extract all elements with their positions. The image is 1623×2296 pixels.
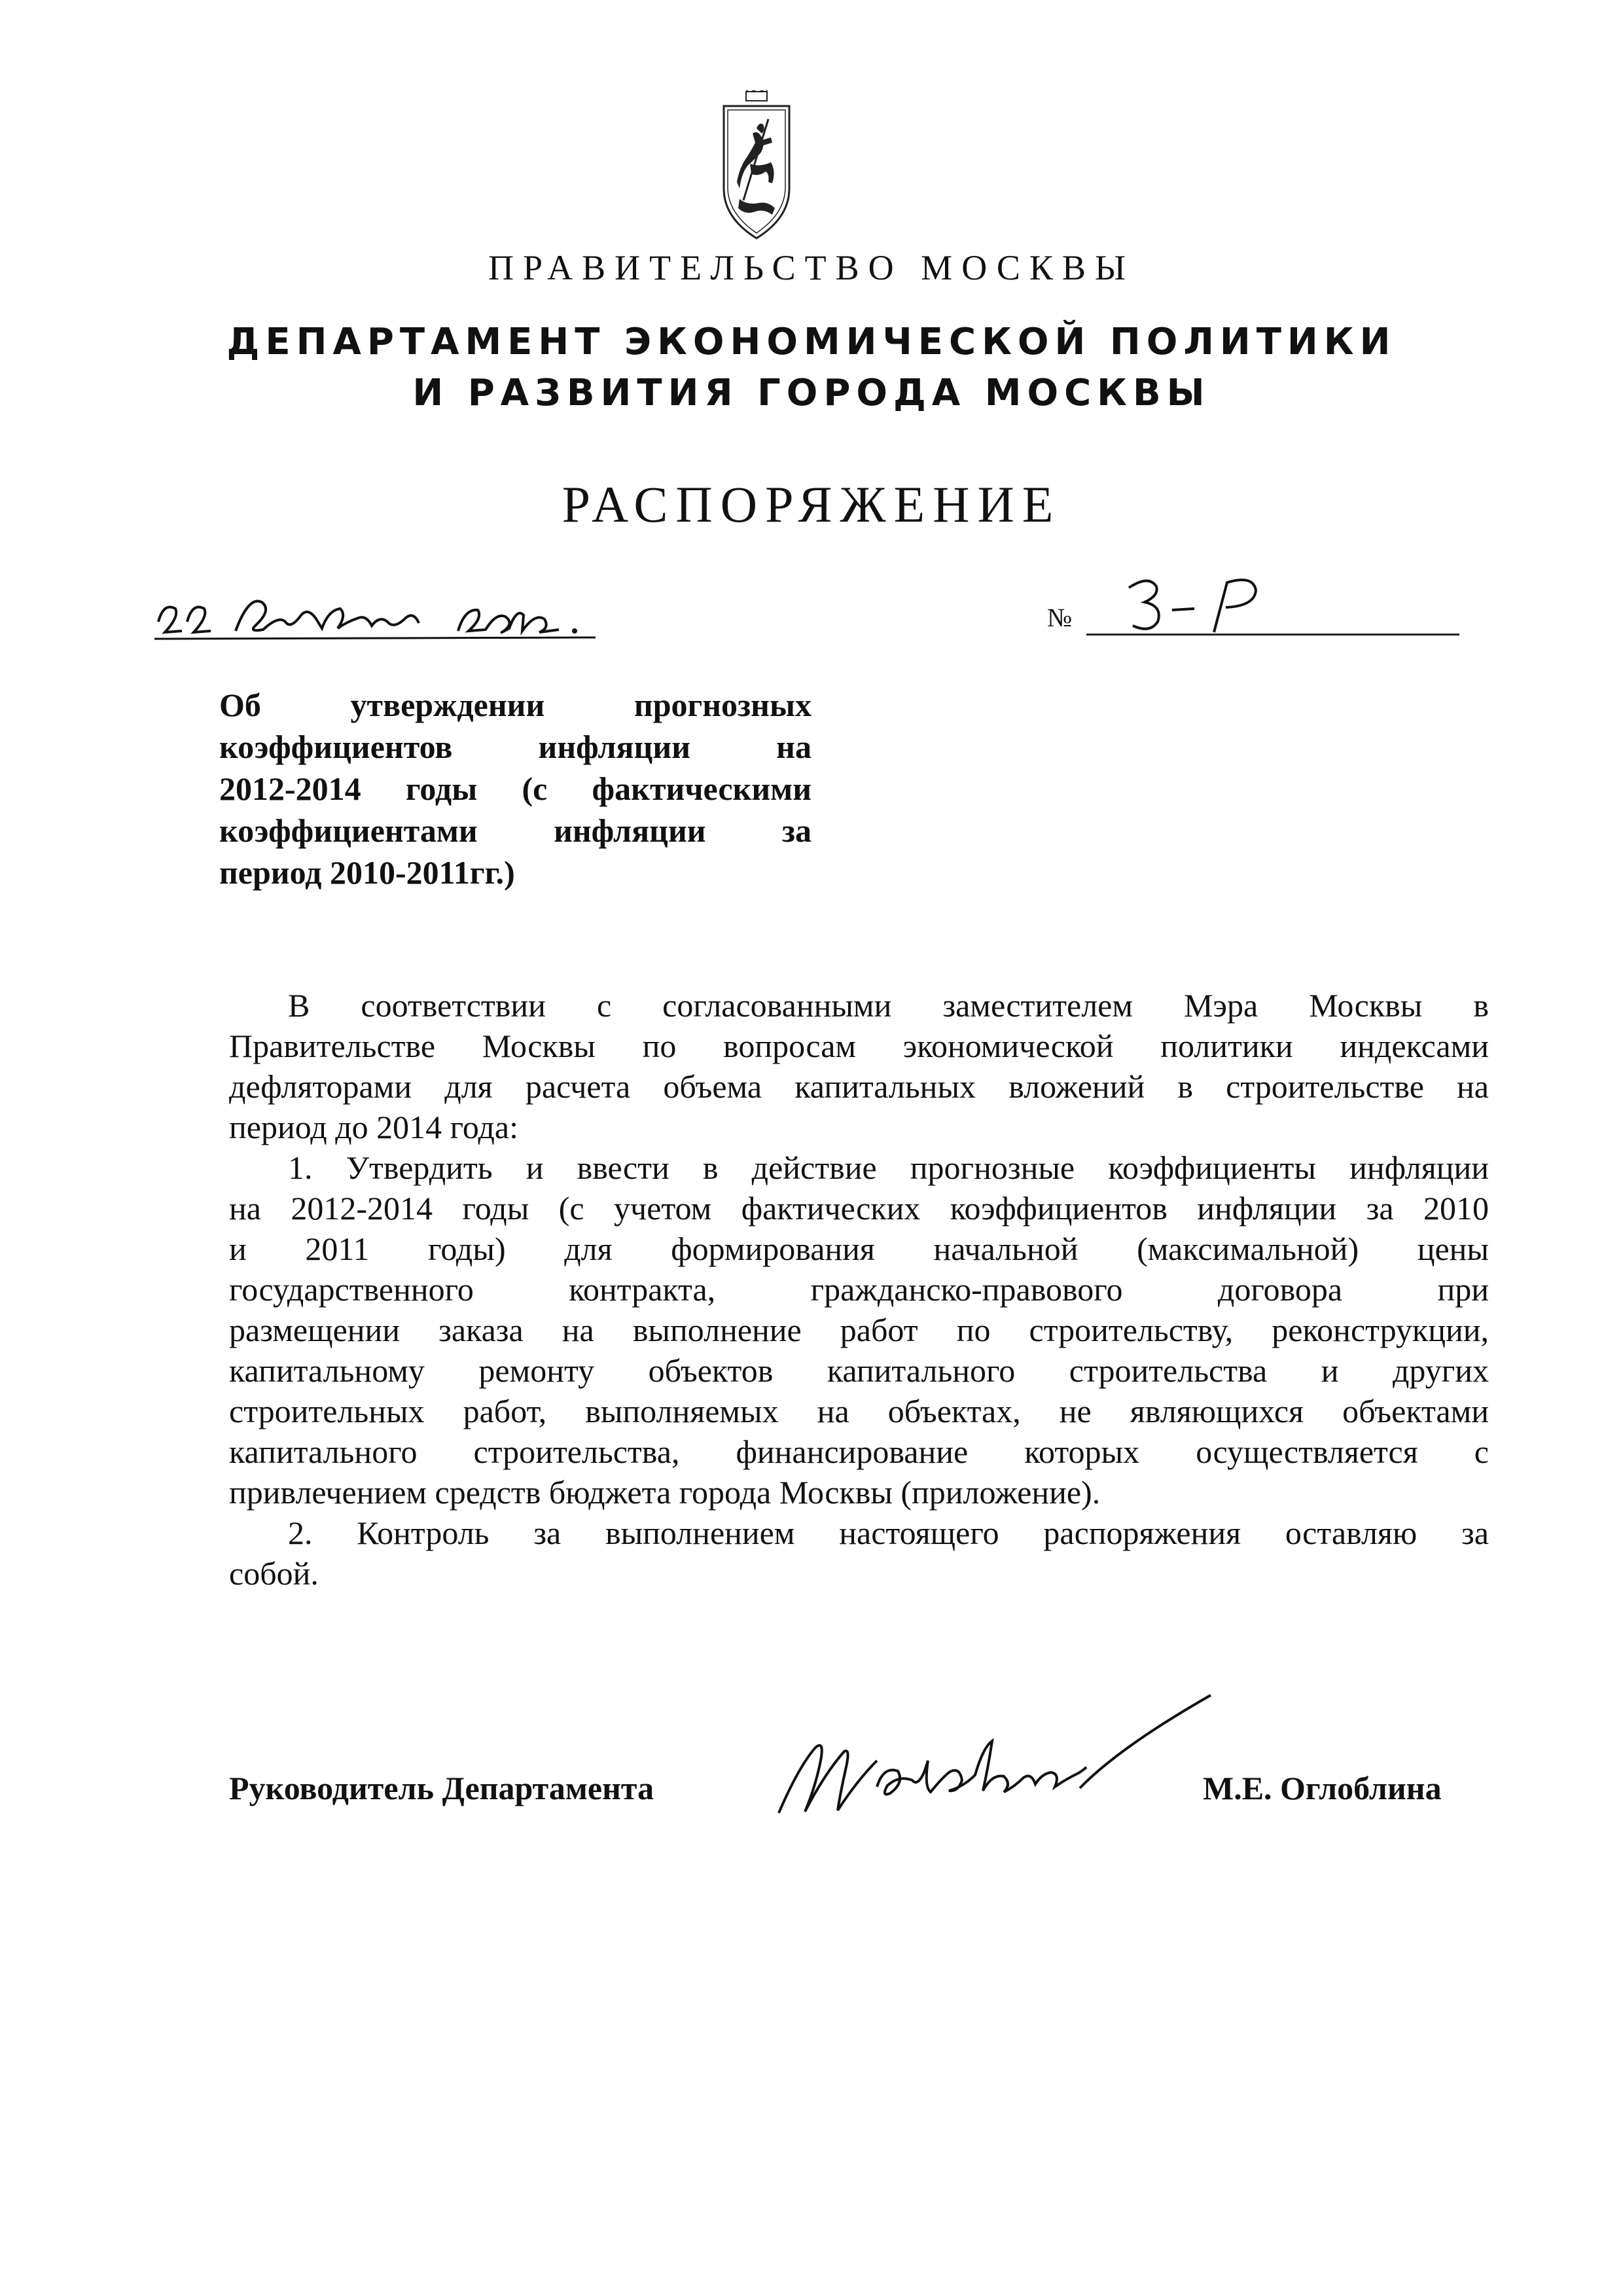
body-line: капитальному ремонту объектов капитального строительства и других [229,1352,1489,1389]
government-heading: ПРАВИТЕЛЬСТВО МОСКВЫ [488,248,1135,287]
document-subject [219,684,812,893]
document-body [229,985,1489,1594]
body-line: дефляторами для расчета объема капитальных вложений в строительстве на [229,1068,1489,1105]
body-line: размещении заказа на выполнение работ по строительству, реконструкции, [229,1312,1489,1348]
body-line: Правительстве Москвы по вопросам экономической политики индексами [229,1028,1489,1064]
body-line: 2. Контроль за выполнением настоящего распоряжения оставляю за [288,1515,1489,1551]
body-line: собой. [229,1555,319,1592]
body-line: привлечением средств бюджета города Москвы (приложение). [229,1474,1101,1511]
body-line: В соответствии с согласованными заместителем Мэра Москвы в [288,987,1489,1024]
subject-line: период 2010-2011гг.) [219,854,515,891]
body-line: государственного контракта, гражданско-правового договора при [229,1271,1489,1308]
signatory-title: Руководитель Департамента [229,1770,654,1806]
subject-line: коэффициентами инфляции за [219,812,812,849]
body-line: строительных работ, выполняемых на объектах, не являющихся объектами [229,1393,1489,1429]
body-line: период до 2014 года: [229,1109,518,1145]
body-line: на 2012-2014 годы (с учетом фактических коэффициентов инфляции за 2010 [229,1190,1489,1227]
subject-line: Об утверждении прогнозных [219,687,812,723]
department-heading-line1: ДЕПАРТАМЕНТ ЭКОНОМИЧЕСКОЙ ПОЛИТИКИ [226,321,1397,363]
body-line: и 2011 годы) для формирования начальной (максимальной) цены [229,1230,1489,1267]
body-line: 1. Утвердить и ввести в действие прогнозные коэффициенты инфляции [288,1149,1489,1186]
department-heading-line2: И РАЗВИТИЯ ГОРОДА МОСКВЫ [412,372,1211,414]
body-line: капитального строительства, финансирование которых осуществляется с [229,1433,1489,1470]
number-label: № [1047,603,1073,632]
handwritten-signature [753,1689,1270,1846]
moscow-coat-of-arms-icon [720,90,793,241]
subject-line: коэффициентов инфляции на [219,728,812,765]
signatory-name: М.Е. Оглоблина [1203,1770,1442,1806]
handwritten-date [151,576,622,648]
handwritten-number [1116,569,1286,641]
subject-line: 2012-2014 годы (с фактическими [219,770,812,807]
document-type-heading: РАСПОРЯЖЕНИЕ [562,476,1061,533]
